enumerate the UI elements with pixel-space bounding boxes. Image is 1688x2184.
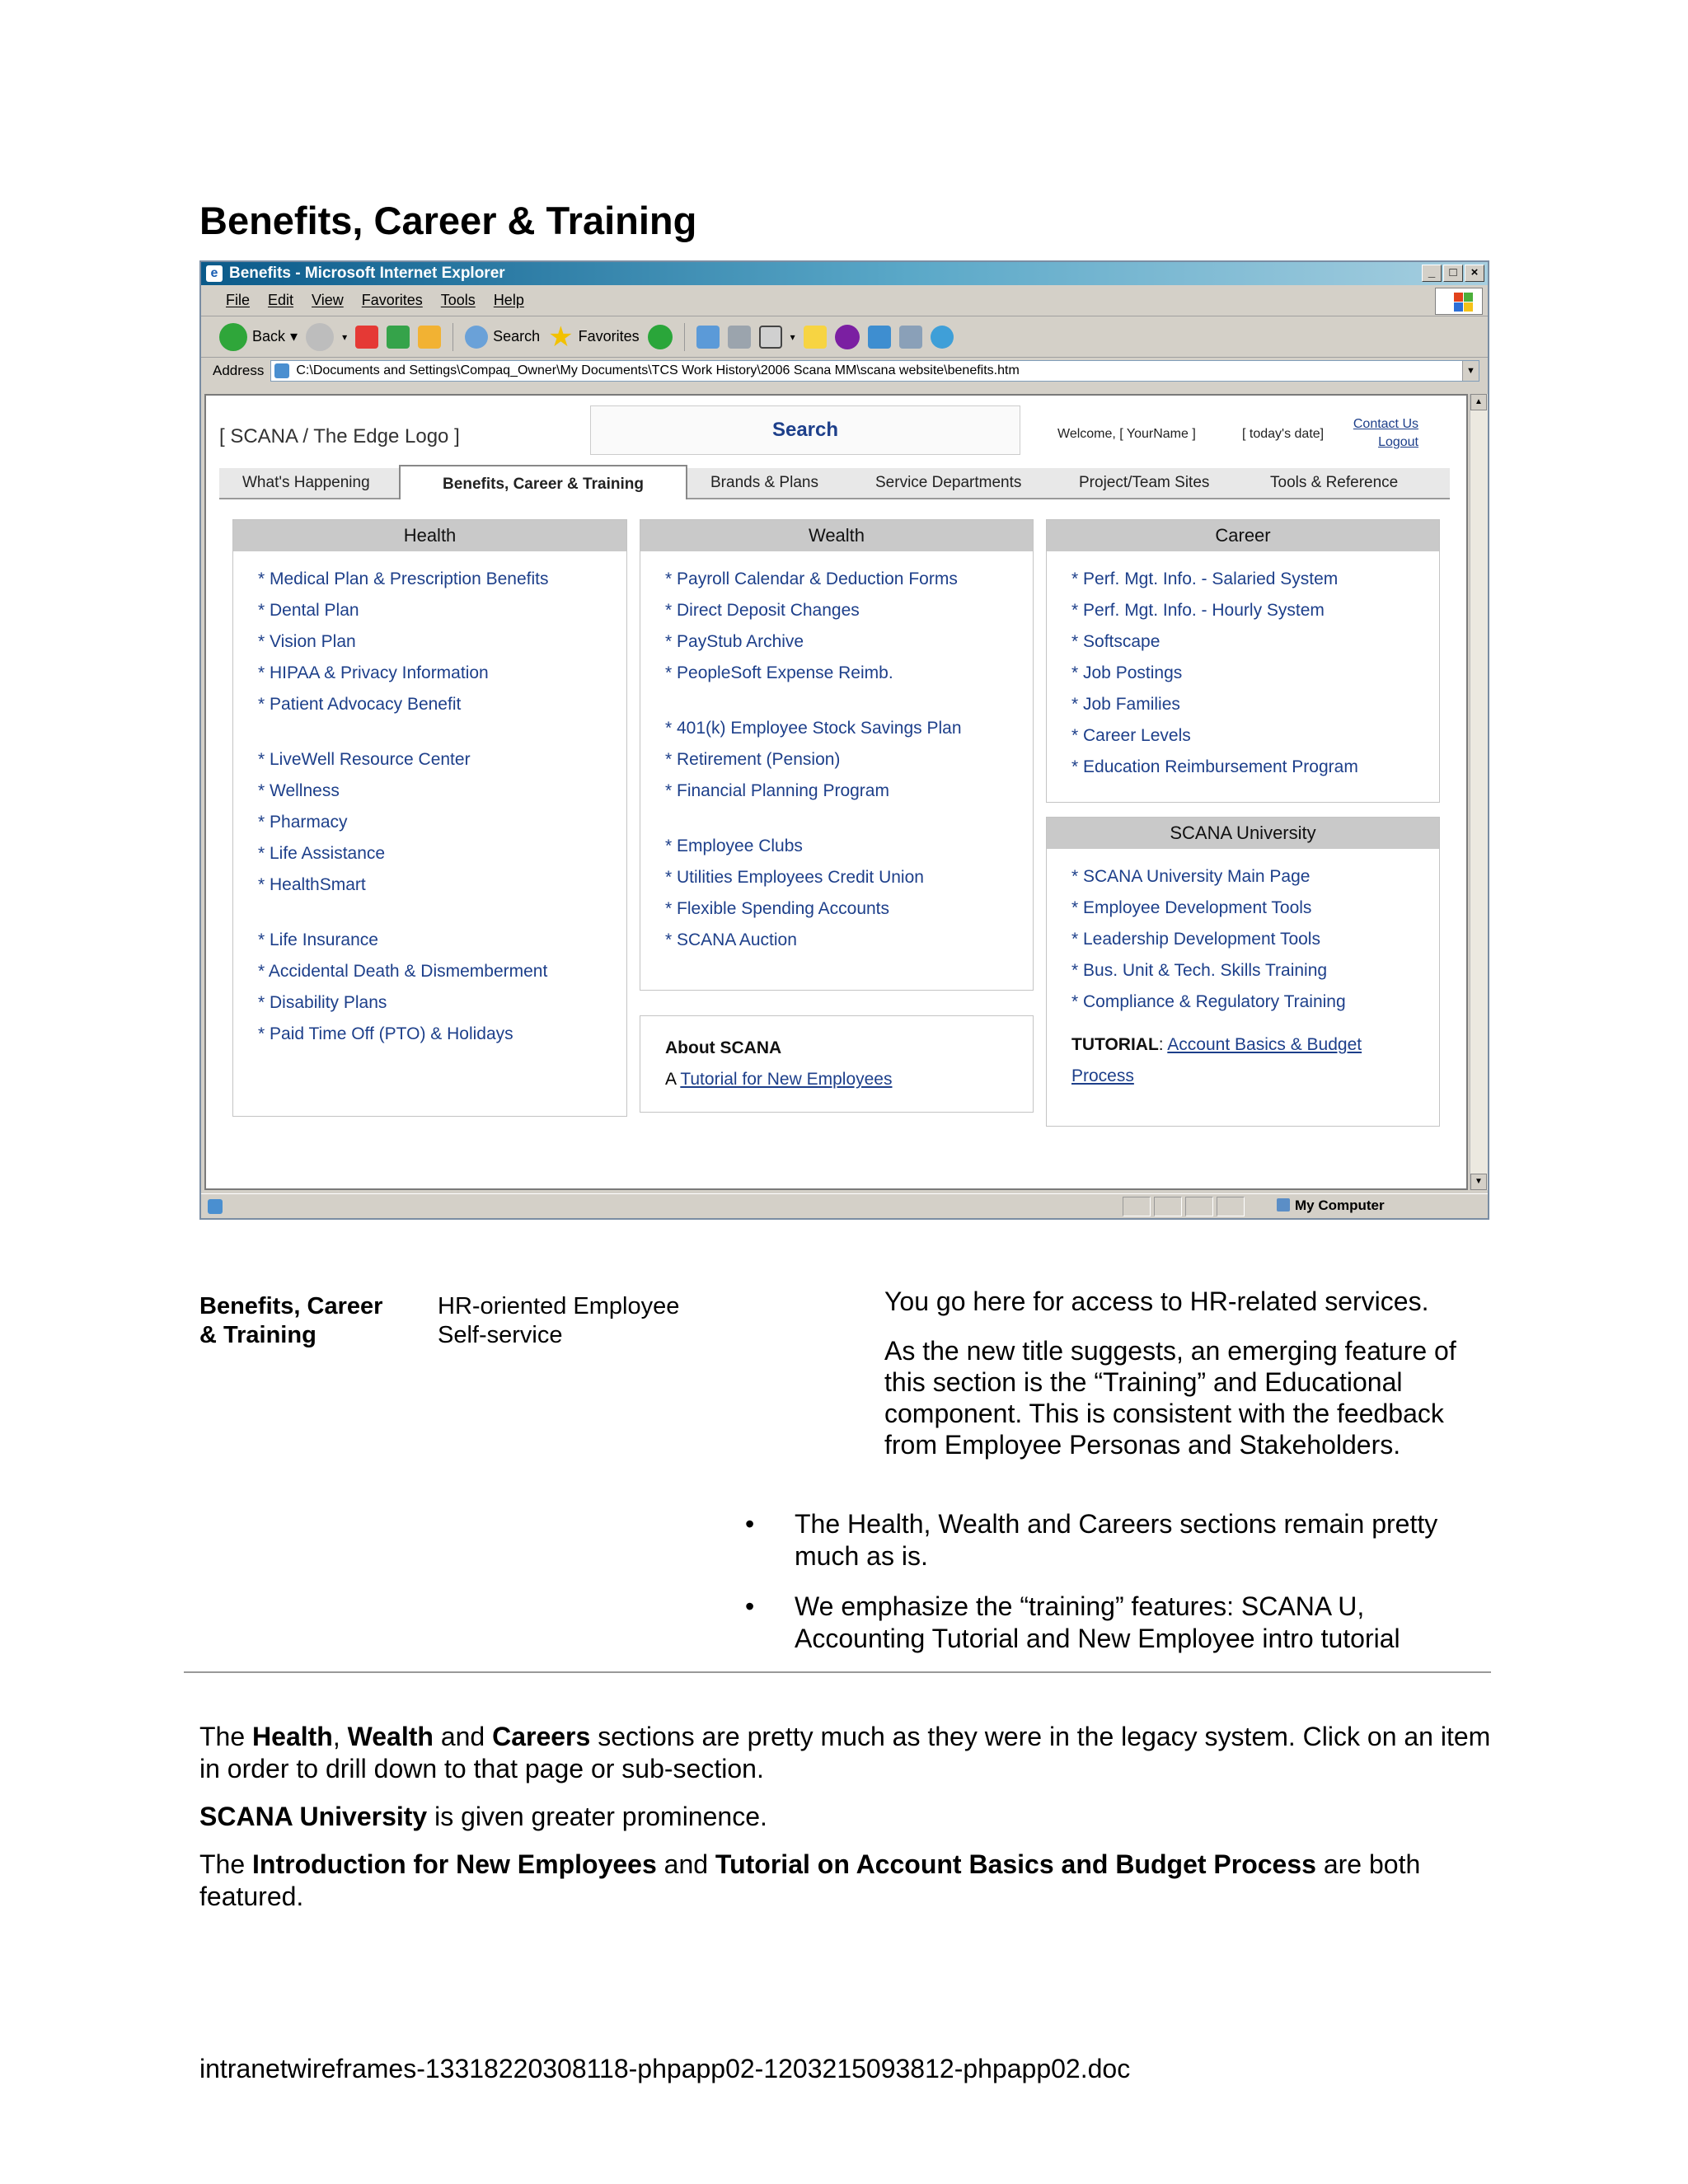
logout-link[interactable]: Logout xyxy=(1378,435,1418,449)
health-link[interactable]: * HealthSmart xyxy=(258,875,366,894)
desc-paragraph-2: As the new title suggests, an emerging feature of this section is the “Training” and Educational component. This is consistent with the feedback from Employee Personas and Stakeholders. xyxy=(884,1336,1456,1460)
status-bar xyxy=(201,1193,1488,1218)
computer-icon xyxy=(1277,1198,1290,1212)
research-icon[interactable] xyxy=(899,326,922,349)
wealth-link[interactable]: * SCANA Auction xyxy=(665,930,797,949)
health-link[interactable]: * Life Insurance xyxy=(258,930,378,949)
summary-paragraph-2: SCANA University is given greater prominence. xyxy=(199,1802,767,1831)
web-page xyxy=(204,394,1468,1190)
wealth-link[interactable]: * Financial Planning Program xyxy=(665,781,889,800)
people-icon[interactable] xyxy=(931,326,954,349)
windows-logo-icon xyxy=(1435,288,1483,315)
scroll-down-icon[interactable]: ▼ xyxy=(1470,1174,1487,1190)
tab-whats-happening[interactable]: What's Happening xyxy=(242,474,370,491)
bullet-item: • The Health, Wealth and Careers sections remain pretty much as is. xyxy=(742,1508,1484,1572)
today-date: [ today's date] xyxy=(1242,427,1325,441)
bullet-item: • We emphasize the “training” features: SCANA U, Accounting Tutorial and New Employee intro tutorial xyxy=(742,1591,1484,1655)
nav-tabs xyxy=(219,468,1450,499)
career-link[interactable]: * Job Postings xyxy=(1071,663,1183,682)
toolbar: Back ▾ ▾ Search ★ Favorites ▾ xyxy=(201,316,1488,358)
wealth-link[interactable]: * Direct Deposit Changes xyxy=(665,601,860,620)
section-purpose: HR-oriented Employee Self-service xyxy=(438,1293,680,1348)
menu-file[interactable]: File xyxy=(226,292,251,308)
university-link[interactable]: * Compliance & Regulatory Training xyxy=(1071,992,1346,1011)
address-label: Address xyxy=(213,363,265,378)
vertical-scrollbar[interactable] xyxy=(1470,394,1488,1190)
menu-edit[interactable]: Edit xyxy=(268,292,294,308)
tab-service-departments[interactable]: Service Departments xyxy=(875,474,1022,491)
back-arrow-icon xyxy=(219,323,247,351)
bullet-list xyxy=(742,1508,1484,1673)
wealth-link[interactable]: * Retirement (Pension) xyxy=(665,750,841,769)
section-label: Benefits, Career & Training xyxy=(199,1293,383,1348)
search-button[interactable]: Search xyxy=(465,326,540,349)
divider xyxy=(184,1671,1491,1673)
yahoo-icon[interactable] xyxy=(835,325,860,349)
address-bar xyxy=(201,358,1488,384)
wealth-panel xyxy=(640,519,1034,991)
health-link[interactable]: * LiveWell Resource Center xyxy=(258,750,471,769)
edit-icon[interactable] xyxy=(759,326,782,349)
contact-us-link[interactable]: Contact Us xyxy=(1353,417,1418,431)
career-link[interactable]: * Softscape xyxy=(1071,632,1160,651)
discuss-icon[interactable] xyxy=(804,326,827,349)
messenger-icon[interactable] xyxy=(868,326,891,349)
about-prefix: A xyxy=(665,1070,676,1089)
menu-bar xyxy=(201,285,1488,316)
wealth-link[interactable]: * Employee Clubs xyxy=(665,837,803,855)
search-icon xyxy=(465,326,488,349)
document-footer: intranetwireframes-13318220308118-phpapp02-1203215093812-phpapp02.doc xyxy=(199,2054,1131,2083)
university-panel: SCANA University * SCANA University Main Page * Employee Development Tools * Leadership Development Tools * Bus. Unit & Tech. Skills Training * Compliance & Regulatory Training TUTORIAL: Account Basics & Budget Process xyxy=(1046,817,1440,1127)
address-input[interactable]: C:\Documents and Settings\Compaq_Owner\My Documents\TCS Work History\2006 Scana MM\scana website\benefits.htm ▼ xyxy=(270,360,1479,382)
back-button[interactable]: Back ▾ xyxy=(219,323,298,351)
page-title: Benefits, Career & Training xyxy=(199,199,697,242)
wealth-link[interactable]: * 401(k) Employee Stock Savings Plan xyxy=(665,719,962,738)
home-icon[interactable] xyxy=(418,326,441,349)
about-panel xyxy=(640,1015,1034,1113)
career-link[interactable]: * Perf. Mgt. Info. - Hourly System xyxy=(1071,601,1325,620)
site-logo[interactable]: [ SCANA / The Edge Logo ] xyxy=(219,425,460,448)
stop-icon[interactable] xyxy=(355,326,378,349)
print-icon[interactable] xyxy=(728,326,751,349)
maximize-button[interactable]: □ xyxy=(1443,265,1463,282)
career-link[interactable]: * Job Families xyxy=(1071,695,1180,714)
close-button[interactable]: × xyxy=(1465,265,1484,282)
menu-tools[interactable]: Tools xyxy=(440,292,476,308)
university-link[interactable]: * Bus. Unit & Tech. Skills Training xyxy=(1071,961,1328,980)
ie-icon: e xyxy=(206,265,223,282)
section-description xyxy=(884,1286,1478,1479)
tab-benefits[interactable]: Benefits, Career & Training xyxy=(399,465,687,499)
menu-view[interactable]: View xyxy=(312,292,344,308)
desc-paragraph-1: You go here for access to HR-related services. xyxy=(884,1286,1429,1316)
wealth-link[interactable]: * Payroll Calendar & Deduction Forms xyxy=(665,569,958,588)
health-heading: Health xyxy=(233,520,626,551)
summary-paragraph-3: The Introduction for New Employees and Tutorial on Account Basics and Budget Process are both featured. xyxy=(199,1849,1421,1911)
health-link[interactable]: * Medical Plan & Prescription Benefits xyxy=(258,569,549,588)
page-status-icon xyxy=(208,1199,223,1214)
university-link[interactable]: * Leadership Development Tools xyxy=(1071,930,1320,949)
mail-icon[interactable] xyxy=(696,326,720,349)
about-heading: About SCANA xyxy=(665,1038,782,1057)
tutorial-label: TUTORIAL xyxy=(1071,1035,1159,1054)
career-panel xyxy=(1046,519,1440,803)
university-heading: SCANA University xyxy=(1047,818,1439,849)
career-link[interactable]: * Perf. Mgt. Info. - Salaried System xyxy=(1071,569,1339,588)
wealth-link[interactable]: * Utilities Employees Credit Union xyxy=(665,868,924,887)
zone-text: My Computer xyxy=(1295,1197,1385,1213)
address-dropdown-icon[interactable]: ▼ xyxy=(1462,361,1479,381)
tab-brands-plans[interactable]: Brands & Plans xyxy=(710,474,818,491)
career-heading: Career xyxy=(1047,520,1439,551)
wealth-heading: Wealth xyxy=(640,520,1033,551)
browser-window xyxy=(199,260,1489,1220)
health-link[interactable]: * Patient Advocacy Benefit xyxy=(258,695,462,714)
page-icon xyxy=(274,363,289,378)
summary-paragraph-1: The Health, Wealth and Careers sections are pretty much as they were in the legacy system. Click on an item in order to drill down to that page or sub-section. xyxy=(199,1722,1491,1783)
star-icon: ★ xyxy=(548,321,574,353)
university-link[interactable]: * Employee Development Tools xyxy=(1071,898,1312,917)
title-bar xyxy=(201,262,1488,285)
site-search-box[interactable]: Search xyxy=(590,405,1020,455)
health-link[interactable]: * HIPAA & Privacy Information xyxy=(258,663,489,682)
health-link[interactable]: * Life Assistance xyxy=(258,844,386,863)
favorites-button[interactable]: ★ Favorites xyxy=(548,321,640,353)
forward-icon[interactable] xyxy=(306,323,334,351)
history-icon[interactable] xyxy=(648,325,673,349)
window-title: Benefits - Microsoft Internet Explorer xyxy=(229,265,505,282)
account-basics-tutorial-link[interactable]: Account Basics & Budget Process xyxy=(1071,1035,1362,1085)
health-link[interactable]: * Paid Time Off (PTO) & Holidays xyxy=(258,1024,513,1043)
welcome-text: Welcome, [ YourName ] xyxy=(1057,427,1196,441)
career-link[interactable]: * Education Reimbursement Program xyxy=(1071,757,1358,776)
tab-project-team-sites[interactable]: Project/Team Sites xyxy=(1079,474,1210,491)
scroll-up-icon[interactable]: ▲ xyxy=(1470,394,1487,410)
menu-help[interactable]: Help xyxy=(493,292,524,308)
tab-tools-reference[interactable]: Tools & Reference xyxy=(1270,474,1399,491)
career-link[interactable]: * Career Levels xyxy=(1071,726,1191,745)
health-link[interactable]: * Disability Plans xyxy=(258,993,387,1012)
minimize-button[interactable]: _ xyxy=(1422,265,1442,282)
wealth-link[interactable]: * PayStub Archive xyxy=(665,632,804,651)
new-employee-tutorial-link[interactable]: Tutorial for New Employees xyxy=(680,1070,893,1089)
wealth-link[interactable]: * PeopleSoft Expense Reimb. xyxy=(665,663,893,682)
health-link[interactable]: * Accidental Death & Dismemberment xyxy=(258,962,548,981)
health-link[interactable]: * Vision Plan xyxy=(258,632,356,651)
university-link[interactable]: * SCANA University Main Page xyxy=(1071,867,1311,886)
wealth-link[interactable]: * Flexible Spending Accounts xyxy=(665,899,890,918)
health-link[interactable]: * Wellness xyxy=(258,781,340,800)
health-panel xyxy=(232,519,627,1117)
refresh-icon[interactable] xyxy=(387,326,410,349)
health-link[interactable]: * Dental Plan xyxy=(258,601,359,620)
health-link[interactable]: * Pharmacy xyxy=(258,813,348,832)
menu-favorites[interactable]: Favorites xyxy=(361,292,423,308)
